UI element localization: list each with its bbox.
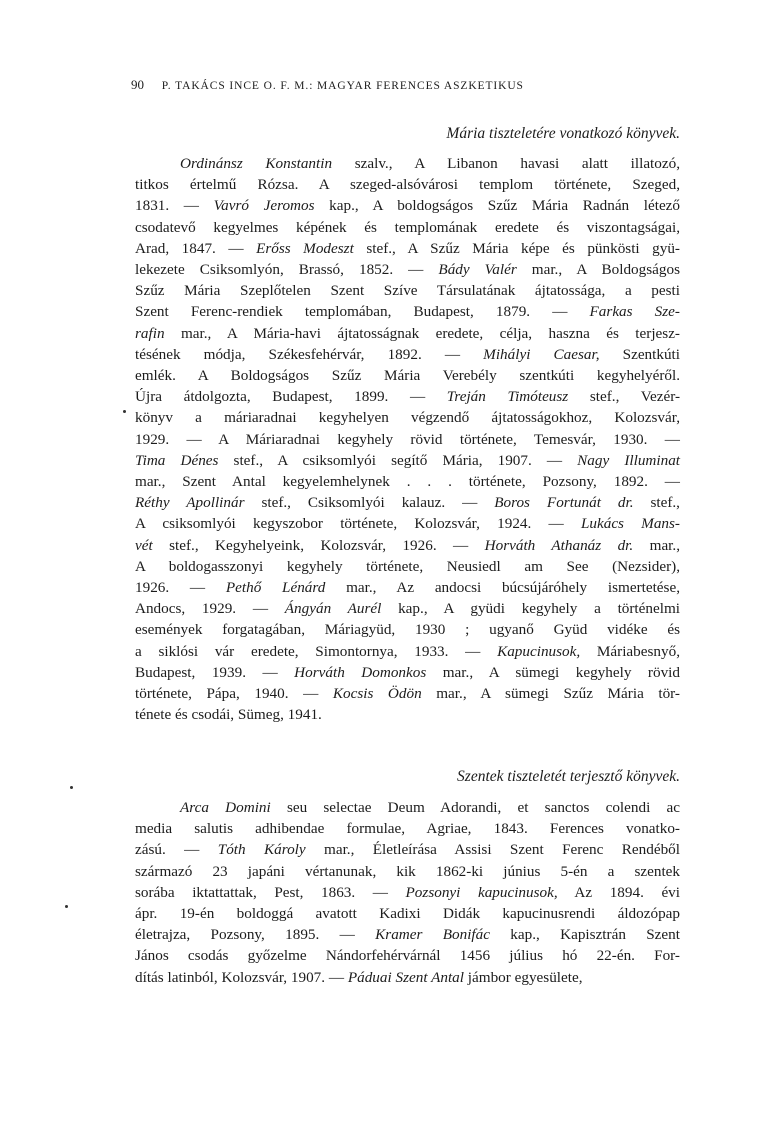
text-line [135,797,680,818]
author-name: Páduai Szent Antal [347,968,464,986]
text-line [135,407,680,428]
text-run: titkos értelmű Rózsa. A szeged-alsóvárosi templom története, Szeged, [135,176,680,194]
text-line [135,704,680,725]
text-line [135,641,680,662]
text-line [135,535,680,556]
text-run: emlék. A Boldogságos Szűz Mária Verebély szentkúti kegyhelyéről. [135,367,680,385]
text-run: Az 1894. évi [557,883,680,901]
author-name: Bády Valér [438,261,517,279]
text-run: Szűz Mária Szeplőtelen Szent Szíve Társulatának ájtatossága, a pesti [135,282,680,300]
author-name: Vavró Jeromos [213,197,315,215]
text-run: mar., Szent Antal kegyelemhelynek . . . története, Pozsony, 1892. — [135,473,680,491]
text-line [135,513,680,534]
text-line [135,577,680,598]
author-name: Mihályi Caesar, [483,345,600,363]
text-line [135,683,680,704]
text-line [135,301,680,322]
paragraph-mary-books [135,153,680,725]
text-run: története, Pápa, 1940. — [135,685,333,703]
author-name: Kapucinusok, [497,642,581,660]
text-line [135,471,680,492]
text-run: stef., Csiksomlyói kalauz. — [244,494,495,512]
text-line [135,217,680,238]
text-run: zású. — [135,841,218,859]
text-line [135,323,680,344]
text-run: stef., [633,494,680,512]
text-run: csodatevő kegyelmes képének és templomának eredete és viszontagságai, [135,218,680,236]
text-line [135,556,680,577]
author-name: Pethő Lénárd [225,579,326,597]
text-run: kap., Kapisztrán Szent [489,926,680,944]
text-run: Szentkúti [599,345,680,363]
text-run: kap., A boldogságos Szűz Mária Radnán létező [314,197,681,215]
text-line [135,386,680,407]
text-run: 1929. — A Máriaradnai kegyhely rövid története, Temesvár, 1930. — [135,430,680,448]
author-name: Lukács Mans- [580,515,680,533]
text-line [135,839,680,860]
text-line [135,365,680,386]
section-heading-saints: Szentek tiszteletét terjesztő könyvek. [457,768,680,785]
author-name: Farkas Sze- [589,303,680,321]
text-line [135,882,680,903]
text-run: ténete és csodái, Sümeg, 1941. [135,706,322,724]
text-line [135,945,680,966]
text-run: 1831. — [135,197,214,215]
text-run: jámbor egyesülete, [464,968,583,986]
text-run: mar., A Mária-havi ájtatosságnak eredete, célja, haszna és terjesz- [164,324,680,342]
text-line [135,492,680,513]
text-run: stef., Vezér- [568,388,681,406]
text-run: A boldogasszonyi kegyhely története, Neusiedl am See (Nezsider), [135,557,680,575]
text-line [135,429,680,450]
text-line [135,619,680,640]
text-line [135,238,680,259]
text-run: Budapest, 1939. — [135,663,295,681]
author-name: Pozsonyi kapucinusok, [405,883,558,901]
text-run: Máriabesnyő, [580,642,680,660]
text-run: Szent Ferenc-rendiek templomában, Budapest, 1879. — [135,303,590,321]
text-line [135,259,680,280]
text-run: János csodás győzelme Nándorfehérvárnál 1456 július hó 22-én. For- [135,947,680,965]
text-line [135,450,680,471]
section-heading-mary: Mária tiszteletére vonatkozó könyvek. [446,125,680,142]
author-name: Tima Dénes [135,451,219,469]
text-run: származó 23 japáni vértanunak, kik 1862-ki június 5-én a szentek [135,862,680,880]
author-name: Réthy Apollinár [135,494,245,512]
text-line [135,280,680,301]
author-name: Kramer Bonifác [375,926,490,944]
author-name: Kocsis Ödön [332,685,422,703]
text-run: 1926. — [135,579,226,597]
text-run: tésének módja, Székesfehérvár, 1892. — [135,345,484,363]
author-name: Ángyán Aurél [284,600,382,618]
text-run: mar., A sümegi Szűz Mária tör- [421,685,680,703]
author-name: vét [135,536,153,554]
text-run: életrajza, Pozsony, 1895. — [135,926,376,944]
paragraph-saints-books [135,797,680,988]
author-name: Horváth Domonkos [294,663,427,681]
text-run: Újra átdolgozta, Budapest, 1899. — [135,388,447,406]
text-run: Arad, 1847. — [135,239,257,257]
text-run: dítás latinból, Kolozsvár, 1907. — [135,968,348,986]
text-run: media salutis adhibendae formulae, Agriae, 1843. Ferences vonatko- [135,820,680,838]
author-name: Arca Domini [180,799,271,816]
running-title: P. TAKÁCS INCE O. F. M.: MAGYAR FERENCES ASZKETIKUS [161,80,524,92]
author-name: rafin [135,324,165,342]
text-run: kap., A gyüdi kegyhely a történelmi [381,600,680,618]
text-run: seu selectae Deum Adorandi, et sanctos colendi ac [270,799,680,816]
margin-dot [65,905,68,908]
author-name: Boros Fortunát dr. [494,494,634,512]
text-run: mar., Életleírása Assisi Szent Ferenc Rendéből [305,841,680,859]
author-name: Horváth Athanáz dr. [484,536,634,554]
text-run: a siklósi vár eredete, Simontornya, 1933. — [135,642,498,660]
running-header [131,77,651,93]
text-line [135,967,680,988]
text-run: sorába iktattattak, Pest, 1863. — [135,883,406,901]
text-line [135,924,680,945]
author-name: Treján Timóteusz [446,388,569,406]
text-run: ápr. 19-én boldoggá avatott Kadixi Didák kapucinusrendi áldozópap [135,905,680,923]
margin-dot [70,786,73,789]
author-name: Nagy Illuminat [577,451,681,469]
text-line [135,818,680,839]
text-run: szalv., A Libanon havasi alatt illatozó, [332,155,680,172]
text-line [135,153,680,174]
text-run: lekezete Csiksomlyón, Brassó, 1852. — [135,261,439,279]
text-line [135,174,680,195]
text-line [135,861,680,882]
text-run: stef., Kegyhelyeink, Kolozsvár, 1926. — [152,536,485,554]
text-line [135,344,680,365]
text-run: A csiksomlyói kegyszobor története, Kolozsvár, 1924. — [135,515,581,533]
margin-dot [123,410,126,413]
text-run: mar., A Boldogságos [516,261,680,279]
text-line [135,903,680,924]
author-name: Erőss Modeszt [256,239,354,257]
text-run: események forgatagában, Máriagyüd, 1930 ; ugyanő Gyüd vidéke és [135,621,680,639]
author-name: Tóth Károly [217,841,306,859]
author-name: Ordinánsz Konstantin [180,155,333,172]
text-run: stef., A Szűz Mária képe és pünkösti gyü- [353,239,680,257]
text-run: stef., A csiksomlyói segítő Mária, 1907. — [218,451,578,469]
text-run: mar., [633,536,680,554]
text-run: könyv a máriaradnai kegyhelyen végzendő ájtatosságokhoz, Kolozsvár, [135,409,680,427]
text-line [135,662,680,683]
text-line [135,598,680,619]
text-line [135,195,680,216]
text-run: Andocs, 1929. — [135,600,285,618]
text-run: mar., Az andocsi búcsújáróhely ismertetése, [325,579,680,597]
page-number: 90 [131,77,144,92]
text-run: mar., A sümegi kegyhely rövid [426,663,680,681]
